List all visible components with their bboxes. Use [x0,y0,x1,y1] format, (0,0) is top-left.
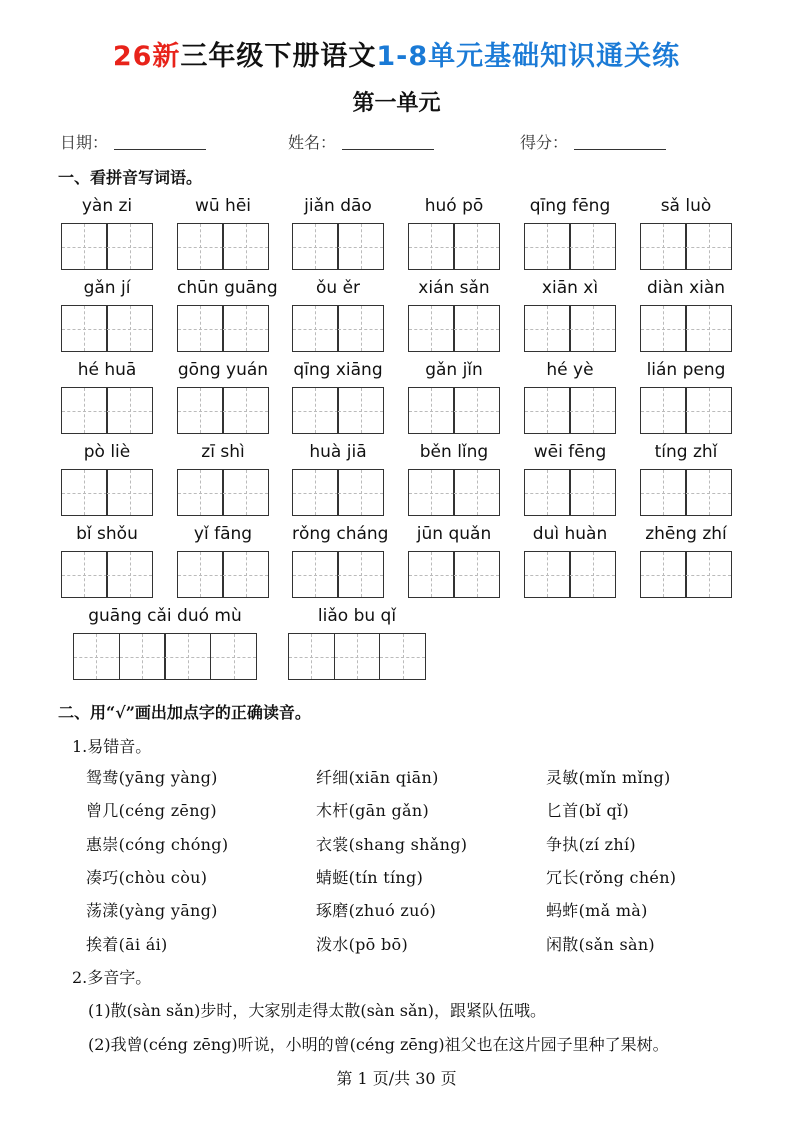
pinyin-item [177,195,269,270]
word-choice-item[interactable]: 泼水(pō bō) [316,935,409,954]
pinyin-label: tíng zhǐ [654,442,718,462]
writing-box[interactable] [222,305,269,352]
word-choice-item[interactable]: 闲散(sǎn sàn) [546,935,655,954]
writing-box[interactable] [61,551,108,598]
writing-box[interactable] [73,633,120,680]
pinyin-item [177,441,269,516]
writing-box[interactable] [61,387,108,434]
writing-box[interactable] [453,387,500,434]
word-choice-item[interactable]: 争执(zí zhí) [546,835,636,854]
word-choice-item[interactable]: 匕首(bǐ qǐ) [546,801,629,820]
name-field[interactable] [288,130,434,153]
writing-box[interactable] [177,387,224,434]
pinyin-item [408,359,500,434]
writing-box[interactable] [685,387,732,434]
name-label: 姓名： [288,133,337,152]
date-label: 日期： [60,133,109,152]
character-boxes [292,469,384,516]
word-choice-item[interactable]: 纤细(xiān qiān) [316,768,439,787]
word-choice-item[interactable]: 木杆(gān gǎn) [316,801,430,820]
pinyin-label: qīng fēng [529,196,611,216]
pinyin-label: huà jiā [309,442,367,462]
writing-box[interactable] [292,305,339,352]
character-boxes [177,469,269,516]
writing-box[interactable] [177,305,224,352]
writing-box[interactable] [453,551,500,598]
character-boxes [408,305,500,352]
pinyin-item [408,195,500,270]
writing-box[interactable] [408,387,455,434]
writing-box[interactable] [337,305,384,352]
writing-box[interactable] [640,223,687,270]
character-boxes [177,305,269,352]
writing-box[interactable] [337,469,384,516]
pinyin-label: zī shì [201,442,245,462]
word-choice-item[interactable]: 灵敏(mǐn mǐng) [546,768,671,787]
pinyin-item [61,441,153,516]
writing-box[interactable] [685,469,732,516]
pinyin-label: diàn xiàn [646,278,726,298]
word-choice-item[interactable]: 衣裳(shang shǎng) [316,835,468,854]
character-boxes [61,387,153,434]
pinyin-item [61,359,153,434]
character-boxes [408,469,500,516]
pinyin-label: rǒng cháng [292,524,389,544]
writing-box[interactable] [119,633,166,680]
writing-box[interactable] [569,551,616,598]
writing-box[interactable] [288,633,335,680]
writing-box[interactable] [569,387,616,434]
character-boxes [408,551,500,598]
writing-box[interactable] [106,469,153,516]
pinyin-label: wū hēi [194,196,252,216]
unit-title: 第一单元 [352,90,441,116]
character-boxes [73,633,257,680]
pinyin-item [61,195,153,270]
character-boxes [640,469,732,516]
writing-box[interactable] [106,305,153,352]
word-choice-item[interactable]: 挨着(āi ái) [86,935,168,954]
pinyin-label: gǎn jǐn [425,360,483,380]
writing-box[interactable] [292,469,339,516]
pinyin-item [292,277,384,352]
word-choice-item[interactable]: 凑巧(chòu còu) [86,868,208,887]
pinyin-label: pò liè [83,442,131,462]
character-boxes [640,223,732,270]
pinyin-item [640,195,732,270]
character-boxes [292,223,384,270]
character-boxes [288,633,426,680]
character-boxes [292,551,384,598]
writing-box[interactable] [337,223,384,270]
character-boxes [61,305,153,352]
pinyin-label: bǐ shǒu [76,524,138,544]
date-blank[interactable] [114,135,206,150]
word-choice-item[interactable]: 荡漾(yàng yāng) [86,901,218,920]
pinyin-item [61,277,153,352]
sentence-2: (2)我曾(céng zēng)听说，小明的曾(céng zēng)祖父也在这片园子里种了果树。 [88,1035,669,1054]
pinyin-label: lián peng [646,360,726,380]
character-boxes [524,387,616,434]
writing-box[interactable] [524,551,571,598]
writing-box[interactable] [408,551,455,598]
writing-box[interactable] [379,633,426,680]
part-2-label: 2.多音字。 [72,968,152,987]
page-footer: 第 1 页/共 30 页 [336,1069,457,1088]
writing-box[interactable] [337,551,384,598]
writing-box[interactable] [524,469,571,516]
writing-box[interactable] [640,387,687,434]
title-part-units: 1-8单元基础知识通关练 [376,41,681,72]
pinyin-item [524,523,616,598]
pinyin-item [640,277,732,352]
writing-box[interactable] [222,387,269,434]
writing-box[interactable] [164,633,211,680]
character-boxes [524,223,616,270]
pinyin-label: jūn quǎn [416,524,492,544]
word-choice-item[interactable]: 琢磨(zhuó zuó) [316,901,437,920]
pinyin-label: gōng yuán [177,360,269,380]
pinyin-item [408,523,500,598]
page-title [0,34,793,73]
character-boxes [177,551,269,598]
pinyin-item [177,277,278,352]
pinyin-item [524,195,616,270]
writing-box[interactable] [61,223,108,270]
writing-box[interactable] [177,223,224,270]
writing-box[interactable] [222,223,269,270]
pinyin-item [640,523,732,598]
writing-box[interactable] [569,223,616,270]
pinyin-label: chūn guāng [177,278,278,298]
writing-box[interactable] [524,387,571,434]
pinyin-item [408,277,500,352]
writing-box[interactable] [524,223,571,270]
writing-box[interactable] [453,469,500,516]
pinyin-item [408,441,500,516]
character-boxes [61,551,153,598]
writing-box[interactable] [222,551,269,598]
writing-box[interactable] [408,305,455,352]
score-field[interactable] [520,130,666,153]
pinyin-item [177,523,269,598]
pinyin-label: jiǎn dāo [304,196,372,216]
pinyin-item [292,195,384,270]
word-choice-item[interactable]: 蚂蚱(mǎ mà) [546,901,648,920]
pinyin-label: běn lǐng [419,442,489,462]
pinyin-item [292,441,384,516]
writing-box[interactable] [453,223,500,270]
pinyin-label: yàn zi [81,196,133,216]
pinyin-item [640,441,732,516]
score-blank[interactable] [574,135,666,150]
pinyin-item [288,605,426,680]
word-choice-item[interactable]: 蜻蜓(tín tíng) [316,868,424,887]
writing-box[interactable] [640,469,687,516]
character-boxes [524,469,616,516]
character-boxes [61,469,153,516]
section-1-heading: 一、看拼音写词语。 [58,168,203,187]
pinyin-item [524,441,616,516]
writing-box[interactable] [106,223,153,270]
pinyin-item [524,277,616,352]
score-label: 得分： [520,133,569,152]
character-boxes [292,305,384,352]
character-boxes [292,387,384,434]
writing-box[interactable] [408,223,455,270]
writing-box[interactable] [640,305,687,352]
part-1-label: 1.易错音。 [72,737,152,756]
word-choice-item[interactable]: 曾几(céng zēng) [86,801,217,820]
title-part-subject: 三年级下册语文 [180,41,377,72]
pinyin-item [61,523,153,598]
pinyin-label: zhēng zhí [645,524,727,544]
pinyin-item [292,523,389,598]
pinyin-label: duì huàn [532,524,608,544]
writing-box[interactable] [106,551,153,598]
pinyin-label: xiān xì [541,278,599,298]
name-blank[interactable] [342,135,434,150]
character-boxes [408,223,500,270]
pinyin-item [292,359,384,434]
word-choice-item[interactable]: 鸳鸯(yāng yàng) [86,768,218,787]
pinyin-label: guāng cǎi duó mù [88,606,242,626]
character-boxes [640,305,732,352]
character-boxes [524,305,616,352]
writing-box[interactable] [685,551,732,598]
pinyin-label: hé yè [546,360,594,380]
writing-box[interactable] [177,551,224,598]
date-field[interactable] [60,130,206,153]
pinyin-label: huó pō [424,196,484,216]
writing-box[interactable] [334,633,381,680]
pinyin-label: gǎn jí [83,278,131,298]
pinyin-item [177,359,269,434]
pinyin-item [640,359,732,434]
writing-box[interactable] [210,633,257,680]
writing-box[interactable] [337,387,384,434]
writing-box[interactable] [61,305,108,352]
writing-box[interactable] [569,469,616,516]
writing-box[interactable] [177,469,224,516]
character-boxes [408,387,500,434]
writing-box[interactable] [106,387,153,434]
pinyin-item [73,605,257,680]
writing-box[interactable] [453,305,500,352]
word-choice-item[interactable]: 冗长(rǒng chén) [546,868,677,887]
writing-box[interactable] [685,305,732,352]
pinyin-label: sǎ luò [660,196,712,216]
pinyin-label: liǎo bu qǐ [317,606,397,626]
writing-box[interactable] [292,223,339,270]
section-2-heading: 二、用“√”画出加点字的正确读音。 [58,703,311,722]
character-boxes [177,387,269,434]
writing-box[interactable] [524,305,571,352]
character-boxes [177,223,269,270]
character-boxes [61,223,153,270]
writing-box[interactable] [569,305,616,352]
writing-box[interactable] [222,469,269,516]
pinyin-label: xián sǎn [418,278,490,298]
pinyin-item [524,359,616,434]
pinyin-label: hé huā [77,360,137,380]
writing-box[interactable] [685,223,732,270]
title-part-grade: 26新 [112,41,181,72]
pinyin-label: qīng xiāng [293,360,383,380]
info-row [60,130,740,154]
writing-box[interactable] [61,469,108,516]
pinyin-label: ǒu ěr [315,278,361,298]
writing-box[interactable] [640,551,687,598]
word-choice-item[interactable]: 惠崇(cóng chóng) [86,835,229,854]
pinyin-label: yǐ fāng [193,524,253,544]
character-boxes [640,387,732,434]
writing-box[interactable] [292,551,339,598]
pinyin-label: wēi fēng [533,442,607,462]
writing-box[interactable] [408,469,455,516]
character-boxes [524,551,616,598]
character-boxes [640,551,732,598]
writing-box[interactable] [292,387,339,434]
sentence-1: (1)散(sàn sǎn)步时，大家别走得太散(sàn sǎn)，跟紧队伍哦。 [88,1001,547,1020]
